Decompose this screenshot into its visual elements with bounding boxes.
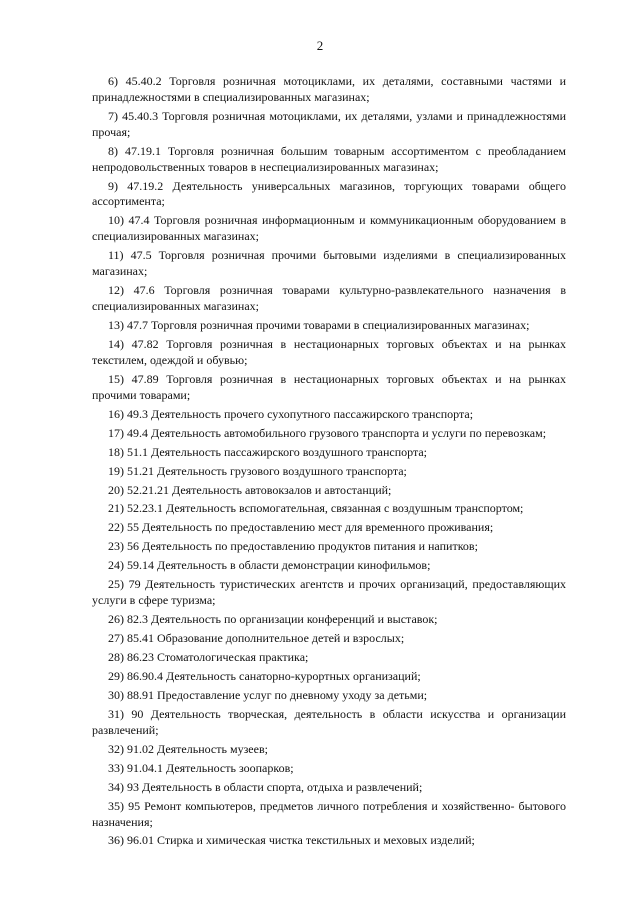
list-item xyxy=(92,426,566,442)
list-item xyxy=(92,144,566,176)
list-item-line-2: ассортимента; xyxy=(92,194,165,209)
list-item-line-2: бытового назначения; xyxy=(92,798,567,829)
list-item xyxy=(92,650,566,666)
list-item-line-2: текстилем, одеждой и обувью; xyxy=(92,352,248,367)
list-item-line-1: 22) 55 Деятельность по предоставлению мест для временного проживания; xyxy=(108,520,494,535)
list-item-line-1: 33) 91.04.1 Деятельность зоопарков; xyxy=(108,760,294,775)
list-item-line-2: прочими товарами; xyxy=(92,387,191,402)
list-item-line-1: 9) 47.19.2 Деятельность универсальных магазинов, торгующих товарами общего xyxy=(108,178,566,193)
list-item-line-1: 6) 45.40.2 Торговля розничная мотоциклами, их деталями, составными частями и xyxy=(108,74,566,88)
list-item-line-1: 13) 47.7 Торговля розничная прочими товарами в специализированных магазинах; xyxy=(108,318,530,333)
list-item-line-1: 24) 59.14 Деятельность в области демонстрации кинофильмов; xyxy=(108,558,431,573)
list-item xyxy=(92,337,566,369)
list-item-line-1: 27) 85.41 Образование дополнительное детей и взрослых; xyxy=(108,631,405,646)
list-item xyxy=(92,213,566,245)
list-item-line-1: 8) 47.19.1 Торговля розничная большим товарным ассортиментом с xyxy=(108,143,481,158)
list-item xyxy=(92,74,566,106)
list-item xyxy=(92,445,566,461)
list-item-line-1: 15) 47.89 Торговля розничная в нестационарных торговых объектах и на рынках xyxy=(108,371,566,386)
list-item xyxy=(92,539,566,555)
list-item xyxy=(92,577,566,609)
list-item-line-1: 28) 86.23 Стоматологическая практика; xyxy=(108,650,309,665)
list-item-line-1: 14) 47.82 Торговля розничная в нестационарных торговых объектах и на рынках xyxy=(108,336,566,351)
list-item-line-1: 34) 93 Деятельность в области спорта, отдыха и развлечений; xyxy=(108,779,423,794)
list-item xyxy=(92,407,566,423)
list-item-line-1: 35) 95 Ремонт компьютеров, предметов личного потребления и хозяйственно- xyxy=(108,798,515,813)
list-item xyxy=(92,248,566,280)
list-item-line-2: перевозкам; xyxy=(484,425,547,440)
list-item-line-1: 32) 91.02 Деятельность музеев; xyxy=(108,741,268,756)
list-item xyxy=(92,558,566,574)
list-item-line-1: 12) 47.6 Торговля розничная товарами культурно-развлекательного назначения в xyxy=(108,283,566,298)
list-item-line-1: 20) 52.21.21 Деятельность автовокзалов и автостанций; xyxy=(108,482,392,497)
list-item-line-1: 16) 49.3 Деятельность прочего сухопутного пассажирского транспорта; xyxy=(108,406,474,421)
list-item-line-1: 18) 51.1 Деятельность пассажирского воздушного транспорта; xyxy=(108,444,428,459)
list-item-line-1: 25) 79 Деятельность туристических агентств и прочих организаций, xyxy=(108,577,468,592)
list-item-line-1: 36) 96.01 Стирка и химическая чистка текстильных и меховых изделий; xyxy=(108,833,475,848)
list-item-line-2: специализированных магазинах; xyxy=(92,248,566,279)
list-item xyxy=(92,688,566,704)
list-item xyxy=(92,372,566,404)
list-item-line-1: 26) 82.3 Деятельность по организации конференций и выставок; xyxy=(108,612,438,627)
list-item xyxy=(92,318,566,334)
list-item xyxy=(92,742,566,758)
list-item-line-1: 21) 52.23.1 Деятельность вспомогательная, связанная с воздушным транспортом; xyxy=(108,501,524,516)
list-item-line-2: принадлежностями в специализированных магазинах; xyxy=(92,89,370,104)
list-item-line-1: 29) 86.90.4 Деятельность санаторно-курортных организаций; xyxy=(108,668,421,683)
list-item-line-2: преобладанием непродовольственных товаров в неспециализированных магазинах; xyxy=(92,143,567,174)
list-item-line-1: 17) 49.4 Деятельность автомобильного грузового транспорта и услуги по xyxy=(108,425,482,440)
list-item xyxy=(92,283,566,315)
list-item xyxy=(92,179,566,211)
list-item xyxy=(92,109,566,141)
list-item-line-2: оборудованием в специализированных магазинах; xyxy=(92,213,566,244)
list-item xyxy=(92,464,566,480)
list-item-line-1: 30) 88.91 Предоставление услуг по дневному уходу за детьми; xyxy=(108,687,428,702)
list-item-line-2: развлечений; xyxy=(92,722,159,737)
list-item xyxy=(92,612,566,628)
list-item-line-1: 19) 51.21 Деятельность грузового воздушного транспорта; xyxy=(108,463,407,478)
list-item-line-1: 31) 90 Деятельность творческая, деятельность в области искусства и организации xyxy=(108,706,566,721)
list-item-line-2: специализированных магазинах; xyxy=(92,299,259,314)
list-item xyxy=(92,833,566,849)
list-item xyxy=(92,799,566,831)
list-item xyxy=(92,669,566,685)
list-item-line-1: 10) 47.4 Торговля розничная информационным и коммуникационным xyxy=(108,213,474,228)
list-item-line-2: предоставляющих услуги в сфере туризма; xyxy=(92,577,566,608)
list-item xyxy=(92,520,566,536)
list-item xyxy=(92,780,566,796)
list-item xyxy=(92,483,566,499)
list-item xyxy=(92,631,566,647)
list-item xyxy=(92,501,566,517)
okved-list xyxy=(92,74,566,852)
page-number: 2 xyxy=(316,38,324,53)
list-item xyxy=(92,761,566,777)
list-item-line-1: 7) 45.40.3 Торговля розничная мотоциклами, их деталями, узлами и xyxy=(108,108,463,123)
list-item xyxy=(92,707,566,739)
list-item-line-1: 23) 56 Деятельность по предоставлению продуктов питания и напитков; xyxy=(108,539,478,554)
list-item-line-2: принадлежностями прочая; xyxy=(92,108,566,139)
list-item-line-1: 11) 47.5 Торговля розничная прочими бытовыми изделиями в xyxy=(108,248,451,263)
